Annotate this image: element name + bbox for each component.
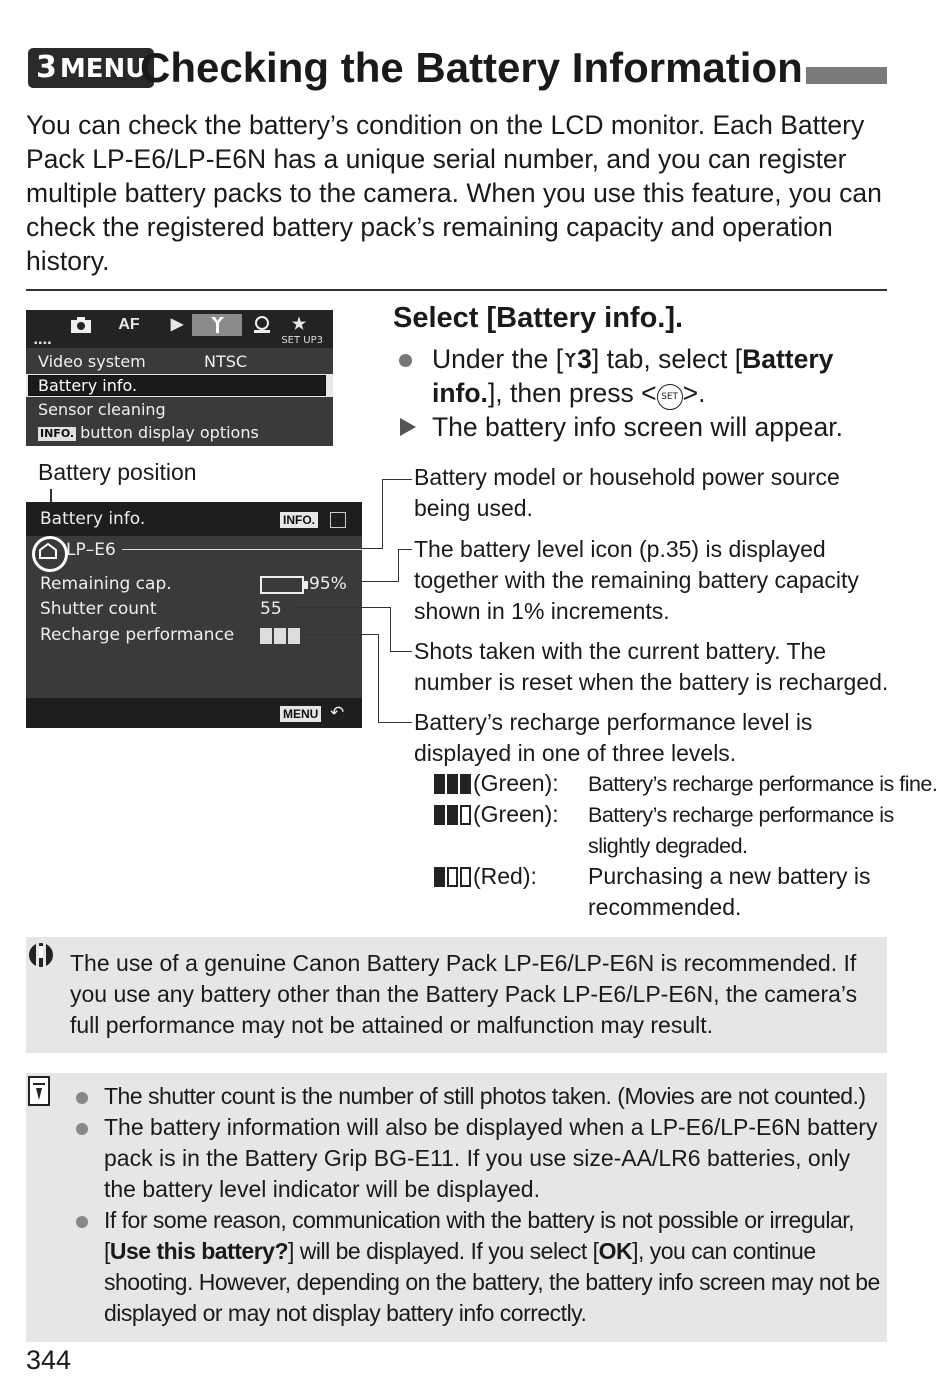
level-desc-fine: Battery’s recharge performance is fine. [588, 772, 938, 796]
camera-icon [64, 314, 98, 336]
recharge-performance-label: Recharge performance [40, 625, 235, 645]
page-title: Checking the Battery Information [140, 44, 803, 91]
level-desc-degraded-2: slightly degraded. [588, 834, 748, 858]
menu-badge: 3 MENU [28, 48, 154, 88]
remaining-cap-label: Remaining cap. [40, 574, 172, 594]
level-row-fine: (Green): [434, 768, 559, 799]
bullet-icon [76, 1216, 88, 1228]
wrench-icon [192, 314, 242, 336]
step-instruction-line-2: info.], then press < SET >. [432, 378, 706, 408]
callout-line [382, 479, 412, 480]
menu-row-label: button display options [80, 423, 259, 442]
bullet-icon [399, 354, 412, 367]
note-item-communication: If for some reason, communication with the battery is not possible or irregular, [Use this battery?] will be displayed. If you select [OK], you can continue shooting. However, depending on the battery, the battery info screen may not be displayed or may not display battery info correctly. [104, 1207, 880, 1326]
menu-screen-image [26, 310, 333, 446]
battery-model: LP–E6 [66, 540, 116, 560]
menu-row-sensor-cleaning [26, 398, 333, 421]
menu-button-chip: MENU [280, 706, 321, 722]
level-row-replace: (Red): [434, 861, 537, 892]
note-item-shutter-count: The shutter count is the number of still photos taken. (Movies are not counted.) [104, 1083, 866, 1109]
callout-line [390, 607, 391, 652]
callout-recharge-performance: Battery’s recharge performance level is displayed in one of three levels. [414, 709, 813, 766]
camera-icon [39, 543, 57, 559]
info-button-chip: INFO. [40, 427, 75, 440]
callout-line [398, 549, 412, 550]
shutter-count-label: Shutter count [40, 599, 157, 619]
menu-row-label: Battery info. [38, 376, 138, 395]
callout-line [304, 634, 379, 635]
segment-empty-icon [460, 805, 471, 825]
wrench-icon [563, 350, 577, 370]
recharge-segment-icon [288, 628, 300, 644]
callout-line [382, 479, 383, 549]
menu-row-info-button [26, 421, 333, 444]
bullet-icon [76, 1092, 88, 1104]
segment-full-icon [434, 805, 445, 825]
title-decoration-bar [806, 67, 887, 84]
battery-position-caption: Battery position [38, 459, 197, 485]
menu-row-label: Video system [38, 352, 146, 371]
tab-mymenu: ★ [291, 316, 307, 333]
segment-empty-icon [460, 867, 471, 887]
back-icon: ↶ [330, 703, 345, 723]
page-number: 344 [26, 1345, 72, 1375]
caution-text: The use of a genuine Canon Battery Pack LP-E6/LP-E6N is recommended. If you use any battery other than the Battery Pack LP-E6/LP-E6N, the camera’s full performance may not be attained or malfunction may result. [70, 950, 858, 1038]
step-instruction-line-1: Under the [ 3] tab, select [Battery [432, 344, 834, 374]
segment-empty-icon [447, 867, 458, 887]
level-desc-replace: Purchasing a new battery is [588, 863, 871, 889]
set-button-icon: SET [657, 384, 683, 410]
menu-row-label: Sensor cleaning [38, 400, 166, 419]
tab-position-dots: ▪▪▪▪ [34, 338, 53, 349]
shutter-count-value: 55 [260, 599, 282, 619]
info-button-chip: INFO. [280, 512, 318, 528]
segment-full-icon [447, 774, 458, 794]
battery-info-screen [26, 502, 362, 728]
section-divider [26, 289, 887, 291]
segment-full-icon [447, 805, 458, 825]
remaining-cap-value: 95% [309, 574, 347, 594]
recharge-segment-icon [274, 628, 286, 644]
step-heading: Select [Battery info.]. [393, 302, 684, 334]
callout-line [292, 607, 390, 608]
bullet-icon [76, 1123, 88, 1135]
note-item-battery-grip: The battery information will also be displayed when a LP-E6/LP-E6N battery pack is in the Battery Grip BG-E11. If you use size-AA/LR6 batteries, only the battery level indicator will be displayed. [104, 1114, 878, 1202]
result-arrow-icon [400, 418, 416, 436]
grid-icon [330, 512, 346, 528]
segment-full-icon [434, 867, 445, 887]
menu-row-value: NTSC [204, 352, 248, 371]
callout-battery-level: The battery level icon (p.35) is displayed together with the remaining battery capacity shown in 1% increments. [414, 536, 859, 624]
callout-line [362, 548, 383, 549]
callout-line [378, 722, 412, 723]
segment-full-icon [434, 774, 445, 794]
tab-playback: ▶ [170, 316, 184, 333]
step-result: The battery info screen will appear. [432, 412, 843, 442]
caution-icon [28, 942, 54, 968]
level-desc-degraded: Battery’s recharge performance is [588, 803, 894, 827]
callout-line [362, 581, 399, 582]
battery-level-icon [260, 576, 304, 594]
callout-line [378, 634, 379, 723]
callout-shutter-count: Shots taken with the current battery. The number is reset when the battery is recharged. [414, 638, 889, 695]
menu-row-video-system [26, 350, 333, 373]
menu-row-battery-info [26, 374, 333, 397]
level-row-degraded: (Green): [434, 799, 559, 830]
callout-line [398, 549, 399, 582]
custom-function-icon [240, 314, 284, 336]
note-icon [28, 1076, 50, 1106]
tab-af: AF [118, 316, 140, 333]
callout-battery-model: Battery model or household power source being used. [414, 464, 840, 521]
segment-full-icon [460, 774, 471, 794]
intro-paragraph: You can check the battery’s condition on the LCD monitor. Each Battery Pack LP-E6/LP-E6N has a unique serial number, and you can register multiple battery packs to the camera. When you use this feature, you can check the registered battery pack’s remaining capacity and operation history. [26, 110, 882, 276]
screen-title: Battery info. [40, 509, 146, 529]
model-leader-line [122, 549, 362, 550]
setup-tab-label: SET UP3 [281, 335, 323, 346]
level-desc-replace-2: recommended. [588, 894, 742, 920]
callout-line [390, 651, 412, 652]
recharge-segment-icon [260, 628, 272, 644]
